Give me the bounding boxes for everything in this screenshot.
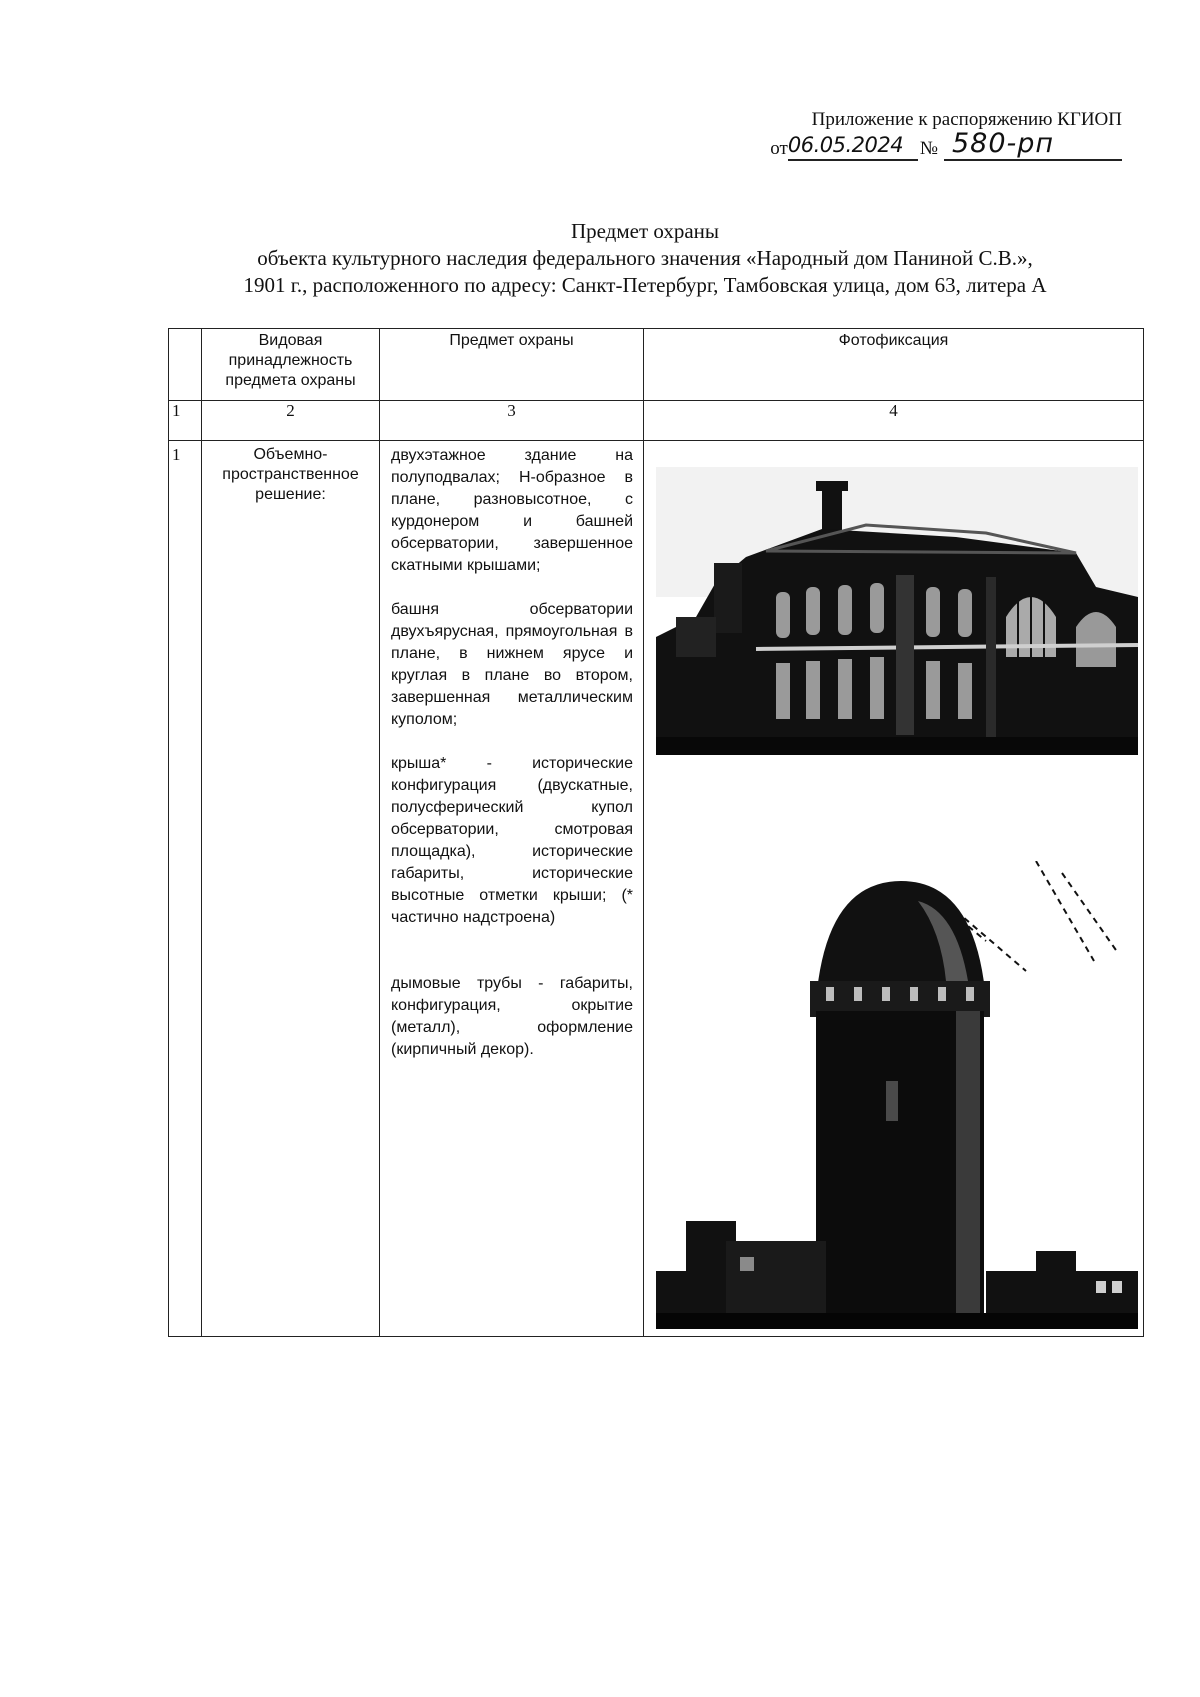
appendix-label: Приложение к распоряжению КГИОП	[811, 109, 1122, 130]
subject-paragraph: башня обсерватории двухъярусная, прямоугольная в плане, в нижнем ярусе и круглая в плане во втором, завершенная металлическим куполом;	[391, 601, 633, 728]
order-number-field	[944, 128, 1122, 161]
from-label: от	[770, 138, 788, 159]
number-label: №	[919, 138, 938, 159]
protection-subject-table	[168, 328, 1144, 1337]
table-row	[169, 441, 1144, 1337]
header-kind: Видовая принадлежность предмета охраны	[202, 329, 380, 401]
column-number: 2	[202, 401, 380, 441]
column-number: 3	[380, 401, 644, 441]
row-index: 1	[169, 441, 202, 1337]
observatory-tower-photo	[656, 861, 1138, 1329]
title-line-3: 1901 г., расположенного по адресу: Санкт-Петербург, Тамбовская улица, дом 63, литера А	[243, 273, 1047, 297]
order-number: 580-рп	[952, 128, 1055, 159]
column-number-row	[169, 401, 1144, 441]
header-index	[169, 329, 202, 401]
subject-paragraph: дымовые трубы - габариты, конфигурация, окрытие (металл), оформление (кирпичный декор).	[391, 975, 633, 1058]
row-photos	[644, 441, 1144, 1337]
subject-paragraph: двухэтажное здание на полуподвалах; Н-образное в плане, разновысотное, с курдонером и башней обсерватории, завершенное скатными крышами;	[391, 447, 633, 574]
title-line-2: объекта культурного наследия федерального значения «Народный дом Паниной С.В.»,	[257, 246, 1033, 270]
header-subject: Предмет охраны	[380, 329, 644, 401]
building-photo	[656, 467, 1138, 755]
order-date-field	[788, 133, 918, 161]
subject-paragraph: крыша* - исторические конфигурация (двускатные, полусферический купол обсерватории, смотровая площадка), исторические габариты, исторические высотные отметки крыши; (* частично надстроена)	[391, 755, 633, 926]
document-header	[702, 108, 1122, 161]
column-number: 1	[169, 401, 202, 441]
header-photo: Фотофиксация	[644, 329, 1144, 401]
row-subject	[380, 441, 644, 1337]
row-kind: Объемно-пространственное решение:	[202, 441, 380, 1337]
table-header-row	[169, 329, 1144, 401]
title-line-1: Предмет охраны	[570, 219, 720, 243]
order-date: 06.05.2024	[787, 133, 904, 157]
document-title	[160, 218, 1130, 299]
column-number: 4	[644, 401, 1144, 441]
order-reference	[702, 128, 1122, 161]
